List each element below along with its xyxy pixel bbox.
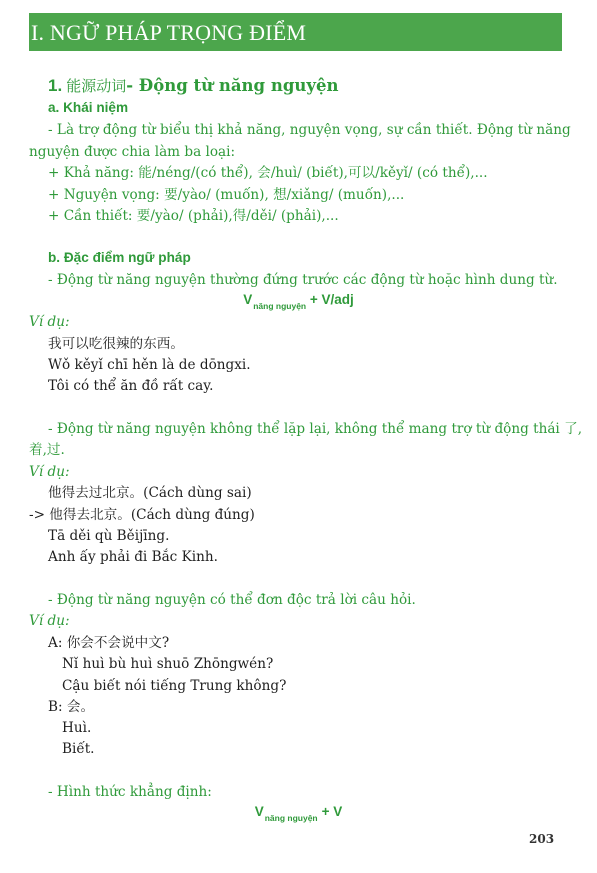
formula-1-verb: V <box>243 292 253 307</box>
example-3-question-translation: Cậu biết nói tiếng Trung không? <box>62 678 287 694</box>
rule-1: - Động từ năng nguyện thường đứng trước các động từ hoặc hình dung từ. <box>48 272 558 288</box>
section-number: 1. <box>48 76 63 95</box>
example-3-answer-chinese: B: 会。 <box>48 699 95 715</box>
definition-line-2: nguyện được chia làm ba loại: <box>29 144 236 160</box>
example-label-3: Ví dụ: <box>29 613 70 629</box>
rule-2-line-2: 着,过. <box>29 442 65 458</box>
example-3-answer-pinyin: Huì. <box>62 720 92 736</box>
formula-2-verb: V <box>254 804 264 819</box>
rule-4: - Hình thức khẳng định: <box>48 784 212 800</box>
heading-khai-niem: a. Khái niệm <box>48 100 129 115</box>
rule-3: - Động từ năng nguyện có thể đơn độc trả lời câu hỏi. <box>48 592 416 608</box>
formula-1 <box>0 291 597 310</box>
section-1-heading <box>48 76 338 96</box>
example-3-question-chinese: A: 你会不会说中文? <box>48 635 170 651</box>
example-2-pinyin: Tā děi qù Běijīng. <box>48 528 170 544</box>
example-3-answer-translation: Biết. <box>62 741 95 757</box>
rule-2-line-1: - Động từ năng nguyện không thể lặp lại, không thể mang trợ từ động thái 了, <box>48 421 583 437</box>
formula-2 <box>0 803 597 822</box>
section-banner: I. NGỮ PHÁP TRỌNG ĐIỂM <box>29 13 562 51</box>
example-1-translation: Tôi có thể ăn đồ rất cay. <box>48 378 214 394</box>
section-title-vietnamese: - Động từ năng nguyện <box>126 76 339 95</box>
section-title-chinese: 能源动词 <box>66 77 127 95</box>
formula-1-rest: + V/adj <box>306 292 354 307</box>
formula-2-rest: + V <box>321 804 343 819</box>
category-necessity: + Cần thiết: 要/yào/ (phải),得/děi/ (phải),... <box>48 208 339 224</box>
category-desire: + Nguyện vọng: 要/yào/ (muốn), 想/xiǎng/ (muốn),... <box>48 187 405 203</box>
category-ability: + Khả năng: 能/néng/(có thể), 会/huì/ (biết),可以/kěyǐ/ (có thể),... <box>48 165 488 181</box>
example-3-question-pinyin: Nǐ huì bù huì shuō Zhōngwén? <box>62 656 274 672</box>
example-1-pinyin: Wǒ kěyǐ chī hěn là de dōngxi. <box>48 357 251 373</box>
example-1-chinese: 我可以吃很辣的东西。 <box>48 336 184 352</box>
example-label-1: Ví dụ: <box>29 314 70 330</box>
definition-line-1: - Là trợ động từ biểu thị khả năng, nguyện vọng, sự cần thiết. Động từ năng <box>48 122 571 138</box>
formula-2-subscript: năng nguyện <box>264 813 318 823</box>
example-2-wrong: 他得去过北京。(Cách dùng sai) <box>48 485 252 501</box>
example-label-2: Ví dụ: <box>29 464 70 480</box>
formula-1-subscript: năng nguyện <box>253 301 307 311</box>
example-2-translation: Anh ấy phải đi Bắc Kinh. <box>48 549 218 565</box>
page-number: 203 <box>529 832 555 846</box>
example-2-correct: -> 他得去北京。(Cách dùng đúng) <box>29 507 255 523</box>
heading-dac-diem: b. Đặc điểm ngữ pháp <box>48 250 191 265</box>
